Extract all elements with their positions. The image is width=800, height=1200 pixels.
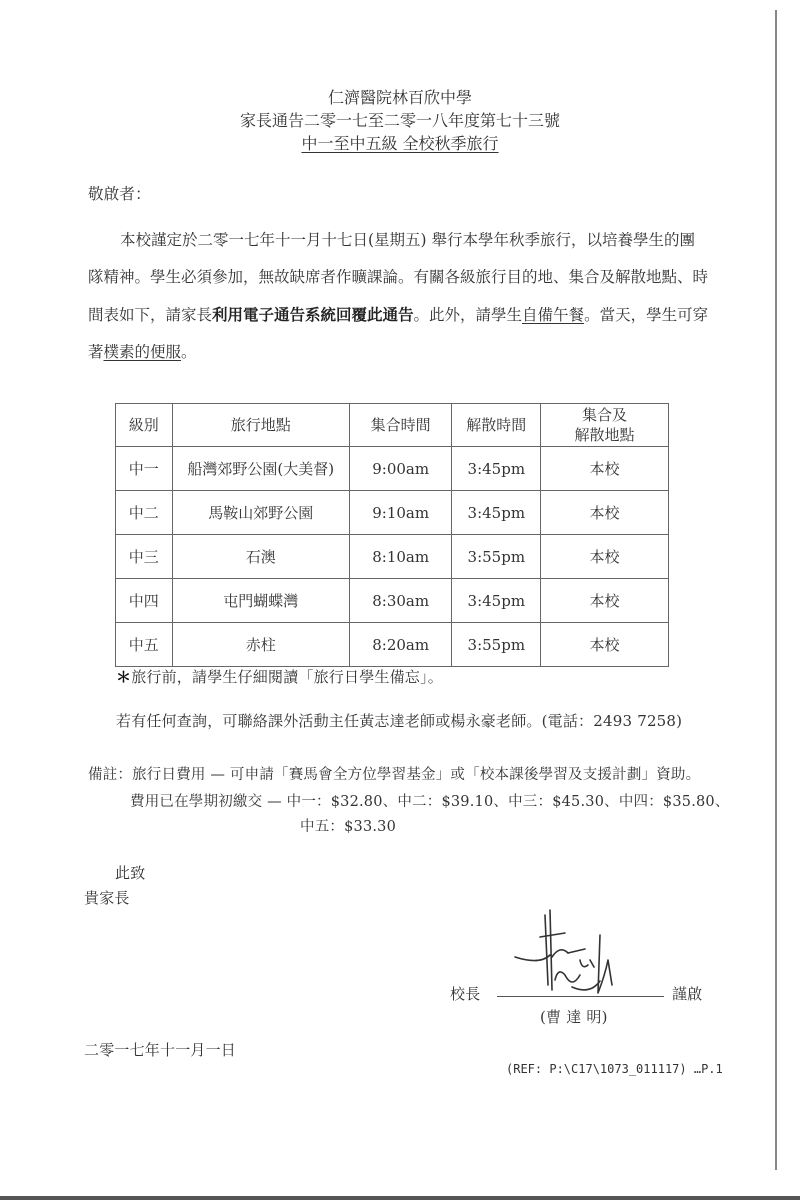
cell-level: 中四 bbox=[116, 579, 173, 623]
cell-dismiss: 3:55pm bbox=[452, 535, 541, 579]
cell-location: 本校 bbox=[541, 579, 669, 623]
notice-date: 二零一七年十一月一日 bbox=[84, 1041, 237, 1059]
table-row bbox=[116, 447, 669, 491]
cell-level: 中五 bbox=[116, 623, 173, 667]
header-location bbox=[541, 404, 669, 447]
body-text: 。 bbox=[181, 343, 197, 361]
signature-stroke bbox=[552, 950, 568, 957]
signature-stroke bbox=[555, 972, 580, 982]
trip-schedule-table bbox=[115, 403, 669, 667]
cell-assemble: 8:20am bbox=[349, 623, 452, 667]
signature-stroke bbox=[580, 960, 588, 967]
cell-location: 本校 bbox=[541, 535, 669, 579]
trip-note bbox=[116, 667, 443, 687]
table-row bbox=[116, 535, 669, 579]
cell-place: 馬鞍山郊野公園 bbox=[172, 491, 349, 535]
respectfully-text: 謹啟 bbox=[672, 985, 703, 1003]
dress-instruction: 樸素的便服 bbox=[103, 343, 182, 361]
signature-stroke bbox=[540, 933, 565, 937]
remarks-line-2: 費用已在學期初繳交 — 中一：$32.80、中二：$39.10、中三：$45.30、中四：$35.80、 bbox=[130, 794, 730, 810]
asterisk-icon: ＊ bbox=[116, 668, 132, 686]
cell-place: 船灣郊野公園(大美督) bbox=[172, 447, 349, 491]
principal-title: 校長 bbox=[450, 985, 481, 1003]
table-header-row bbox=[116, 404, 669, 447]
cell-level: 中一 bbox=[116, 447, 173, 491]
reference-code: (REF: P:\C17\1073_011117) …P.1 bbox=[506, 1062, 723, 1076]
cell-dismiss: 3:45pm bbox=[452, 579, 541, 623]
handwritten-signature bbox=[510, 905, 650, 997]
trip-note-text: 旅行前，請學生仔細閱讀「旅行日學生備忘」。 bbox=[131, 668, 443, 686]
cell-level: 中三 bbox=[116, 535, 173, 579]
salutation: 敬啟者： bbox=[88, 185, 151, 203]
signature-stroke bbox=[545, 915, 548, 985]
body-line-1: 本校謹定於二零一七年十一月十七日(星期五) 舉行本學年秋季旅行，以培養學生的團 bbox=[120, 231, 696, 249]
signature-stroke bbox=[550, 910, 552, 990]
signature-stroke bbox=[572, 981, 600, 990]
body-line-4 bbox=[88, 334, 738, 371]
cell-assemble: 8:30am bbox=[349, 579, 452, 623]
header-assemble-time: 集合時間 bbox=[349, 404, 452, 447]
header-place: 旅行地點 bbox=[172, 404, 349, 447]
table-row bbox=[116, 579, 669, 623]
cell-place: 赤柱 bbox=[172, 623, 349, 667]
cell-dismiss: 3:45pm bbox=[452, 491, 541, 535]
signature-stroke bbox=[568, 949, 585, 953]
body-text: 間表如下，請家長 bbox=[88, 306, 213, 324]
cell-dismiss: 3:45pm bbox=[452, 447, 541, 491]
cell-place: 屯門蝴蝶灣 bbox=[172, 579, 349, 623]
cell-location: 本校 bbox=[541, 447, 669, 491]
cell-place: 石澳 bbox=[172, 535, 349, 579]
header-dismiss-time: 解散時間 bbox=[452, 404, 541, 447]
remarks-line-3: 中五：$33.30 bbox=[300, 819, 397, 835]
body-text: 。當天，學生可穿 bbox=[584, 306, 709, 324]
table-row bbox=[116, 623, 669, 667]
cell-location: 本校 bbox=[541, 623, 669, 667]
signature-stroke bbox=[598, 935, 612, 993]
school-name: 仁濟醫院林百欣中學 bbox=[327, 88, 472, 107]
notice-subject: 中一至中五級 全校秋季旅行 bbox=[301, 134, 499, 153]
body-line-2: 隊精神。學生必須參加，無故缺席者作曠課論。有關各級旅行目的地、集合及解散地點、時 bbox=[88, 268, 709, 286]
cell-assemble: 9:10am bbox=[349, 491, 452, 535]
enquiry-text: 若有任何查詢，可聯絡課外活動主任黃志達老師或楊永豪老師。(電話：2493 7258) bbox=[116, 712, 683, 730]
cell-level: 中二 bbox=[116, 491, 173, 535]
cell-assemble: 8:10am bbox=[349, 535, 452, 579]
body-line-3 bbox=[88, 296, 738, 334]
closing-ci-zhi: 此致 bbox=[115, 864, 146, 882]
body-text: 著 bbox=[88, 343, 104, 361]
closing-recipient: 貴家長 bbox=[84, 889, 130, 907]
header-level: 級別 bbox=[116, 404, 173, 447]
signature-stroke bbox=[515, 955, 550, 961]
reply-instruction: 利用電子通告系統回覆此通告 bbox=[212, 305, 414, 324]
signature-stroke bbox=[590, 960, 594, 967]
body-text: 。此外，請學生 bbox=[413, 306, 523, 324]
remarks-line-1: 備註：旅行日費用 — 可申請「賽馬會全方位學習基金」或「校本課後學習及支援計劃」資助。 bbox=[88, 767, 701, 783]
header-location-line1: 集合及 bbox=[582, 406, 628, 424]
table-row bbox=[116, 491, 669, 535]
page-edge-line bbox=[775, 10, 777, 1170]
cell-location: 本校 bbox=[541, 491, 669, 535]
cell-assemble: 9:00am bbox=[349, 447, 452, 491]
lunch-instruction: 自備午餐 bbox=[522, 306, 585, 324]
cell-dismiss: 3:55pm bbox=[452, 623, 541, 667]
header-location-line2: 解散地點 bbox=[574, 426, 635, 444]
notice-header bbox=[0, 86, 800, 155]
principal-name: (曹 達 明) bbox=[540, 1008, 608, 1026]
page-bottom-edge bbox=[0, 1196, 800, 1200]
notice-number: 家長通告二零一七至二零一八年度第七十三號 bbox=[239, 111, 560, 130]
body-paragraph bbox=[88, 222, 738, 371]
